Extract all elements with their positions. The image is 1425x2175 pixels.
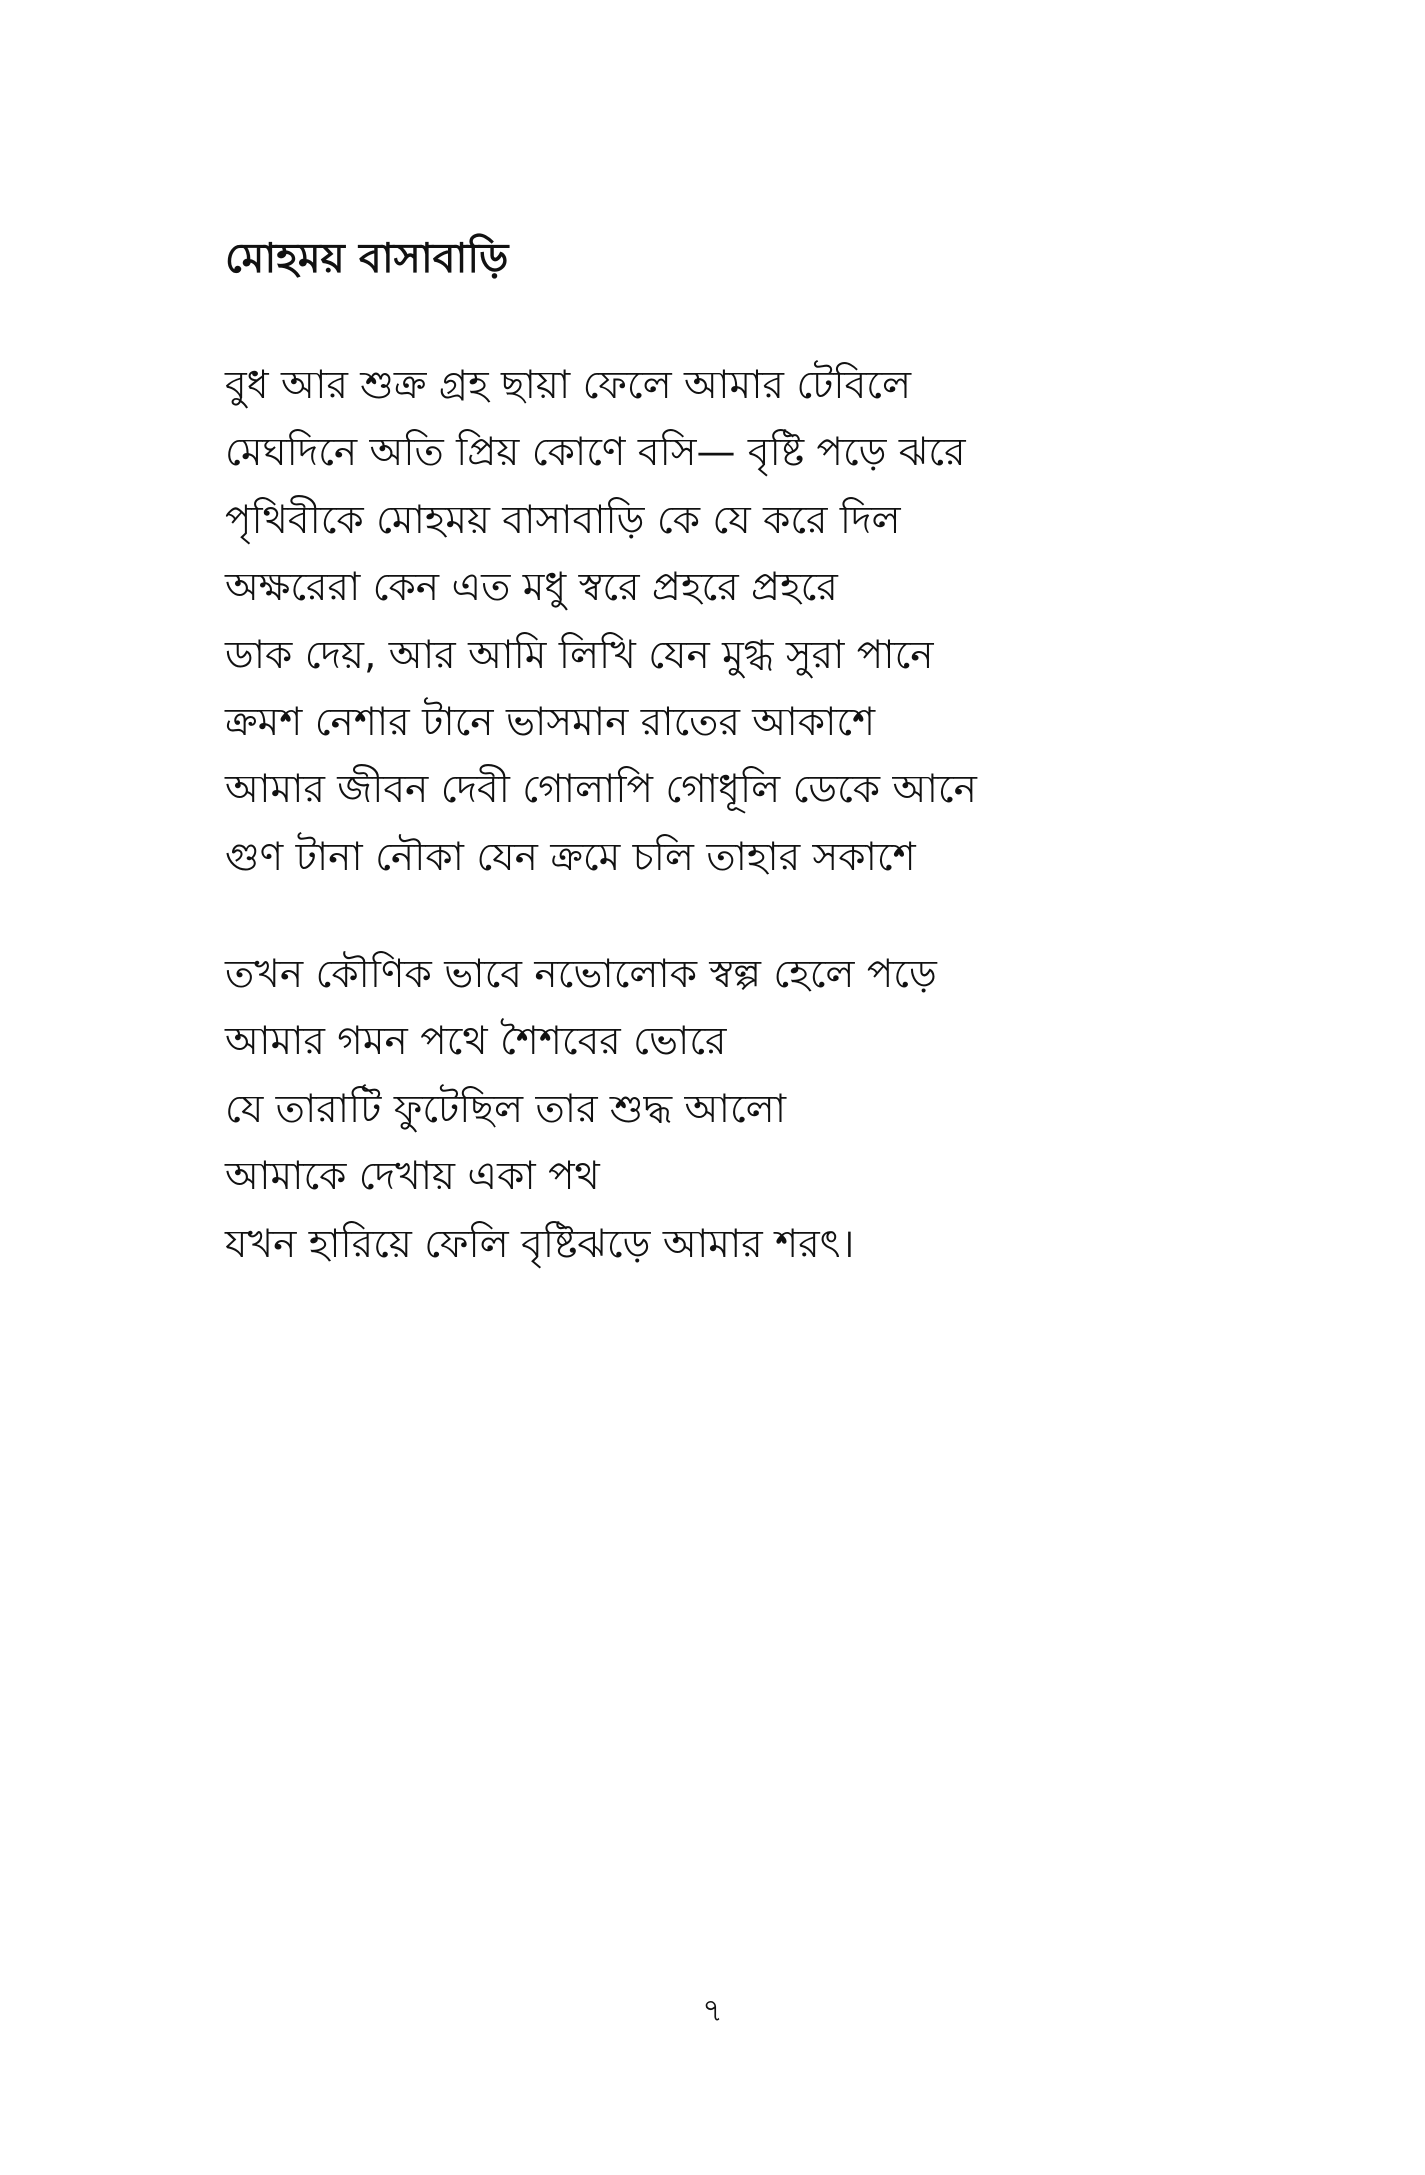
poem-line: পৃথিবীকে মোহময় বাসাবাড়ি কে যে করে দিল [225,497,901,543]
stanza-1 [225,352,977,891]
poem-line: তখন কৌণিক ভাবে নভোলোক স্বল্প হেলে পড়ে [225,952,937,997]
poem-line: অক্ষরেরা কেন এত মধু স্বরে প্রহরে প্রহরে [225,565,838,611]
poem-line: মেঘদিনে অতি প্রিয় কোণে বসি— বৃষ্টি পড়ে ঝরে [225,430,966,476]
poem-line: ডাক দেয়, আর আমি লিখি যেন মুগ্ধ সুরা পানে [225,632,934,678]
poem-line: যে তারাটি ফুটেছিল তার শুদ্ধ আলো [225,1086,787,1132]
poem-line: আমার জীবন দেবী গোলাপি গোধূলি ডেকে আনে [225,767,977,813]
poem-title: মোহময় বাসাবাড়ি [225,234,509,282]
poem-line: ক্রমশ নেশার টানে ভাসমান রাতের আকাশে [225,699,876,745]
poem-line: বুধ আর শুক্র গ্রহ ছায়া ফেলে আমার টেবিলে [225,363,912,408]
page-number: ৭ [702,1991,723,2029]
poem-line: যখন হারিয়ে ফেলি বৃষ্টিঝড়ে আমার শরৎ। [225,1221,855,1267]
stanza-2 [225,941,937,1278]
poem-line: গুণ টানা নৌকা যেন ক্রমে চলি তাহার সকাশে [225,834,916,880]
poem-line: আমাকে দেখায় একা পথ [225,1154,600,1200]
poem-line: আমার গমন পথে শৈশবের ভোরে [225,1019,727,1065]
